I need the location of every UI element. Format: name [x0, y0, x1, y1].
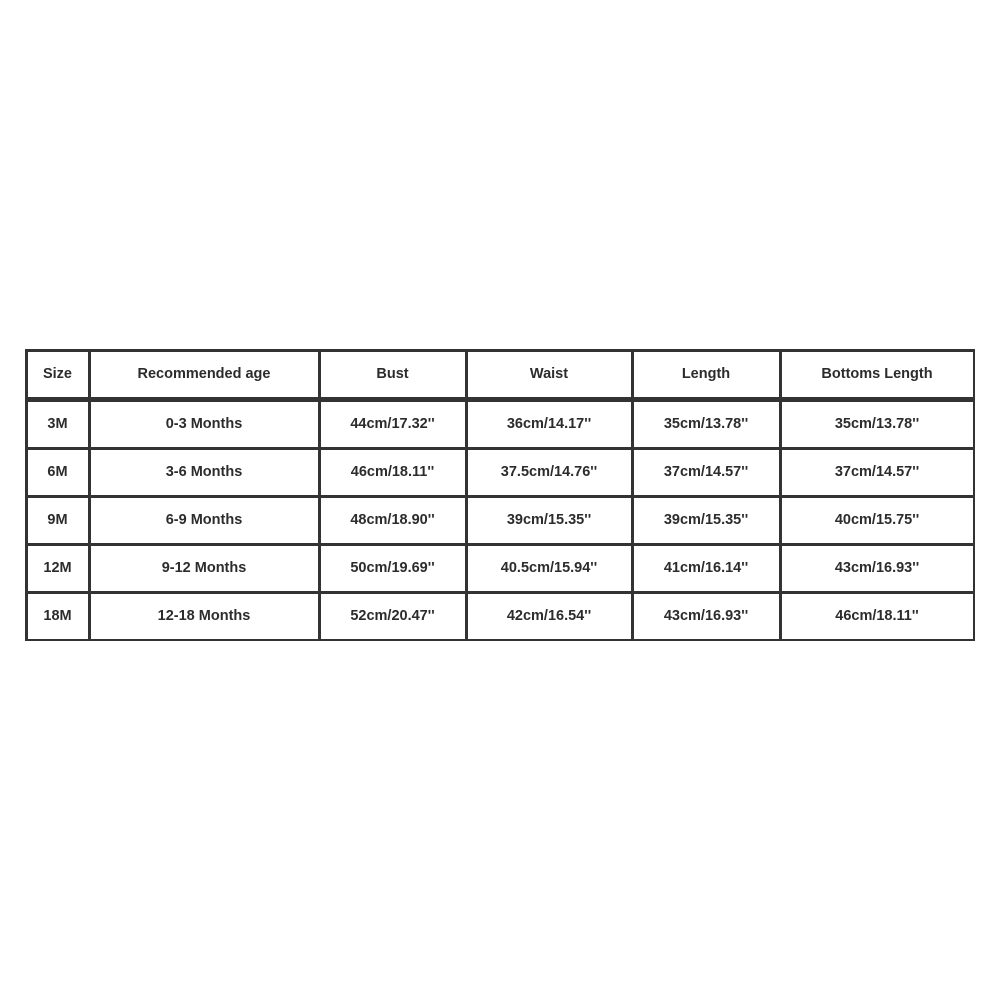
cell-waist: 36cm/14.17'': [467, 399, 633, 449]
cell-recommended-age: 6-9 Months: [90, 497, 320, 545]
cell-length: 35cm/13.78'': [633, 399, 781, 449]
table-header-row: [25, 349, 975, 399]
table-row: [25, 399, 975, 449]
cell-size: 6M: [25, 449, 90, 497]
cell-recommended-age: 9-12 Months: [90, 545, 320, 593]
cell-size: 12M: [25, 545, 90, 593]
cell-bust: 52cm/20.47'': [320, 593, 467, 641]
header-length: Length: [633, 349, 781, 399]
table-row: [25, 449, 975, 497]
cell-bust: 44cm/17.32'': [320, 399, 467, 449]
header-waist: Waist: [467, 349, 633, 399]
cell-size: 9M: [25, 497, 90, 545]
cell-recommended-age: 12-18 Months: [90, 593, 320, 641]
header-bust: Bust: [320, 349, 467, 399]
table-row: [25, 545, 975, 593]
cell-bottoms-length: 35cm/13.78'': [781, 399, 975, 449]
cell-size: 18M: [25, 593, 90, 641]
cell-bottoms-length: 46cm/18.11'': [781, 593, 975, 641]
header-recommended-age: Recommended age: [90, 349, 320, 399]
cell-waist: 42cm/16.54'': [467, 593, 633, 641]
cell-recommended-age: 3-6 Months: [90, 449, 320, 497]
cell-bottoms-length: 43cm/16.93'': [781, 545, 975, 593]
cell-length: 37cm/14.57'': [633, 449, 781, 497]
cell-bottoms-length: 37cm/14.57'': [781, 449, 975, 497]
cell-waist: 37.5cm/14.76'': [467, 449, 633, 497]
cell-bust: 46cm/18.11'': [320, 449, 467, 497]
cell-waist: 39cm/15.35'': [467, 497, 633, 545]
cell-recommended-age: 0-3 Months: [90, 399, 320, 449]
size-chart-table: [25, 349, 975, 641]
cell-size: 3M: [25, 399, 90, 449]
table-row: [25, 593, 975, 641]
cell-bust: 48cm/18.90'': [320, 497, 467, 545]
cell-bust: 50cm/19.69'': [320, 545, 467, 593]
cell-bottoms-length: 40cm/15.75'': [781, 497, 975, 545]
cell-length: 43cm/16.93'': [633, 593, 781, 641]
header-bottoms-length: Bottoms Length: [781, 349, 975, 399]
cell-length: 41cm/16.14'': [633, 545, 781, 593]
table-row: [25, 497, 975, 545]
cell-waist: 40.5cm/15.94'': [467, 545, 633, 593]
header-size: Size: [25, 349, 90, 399]
cell-length: 39cm/15.35'': [633, 497, 781, 545]
